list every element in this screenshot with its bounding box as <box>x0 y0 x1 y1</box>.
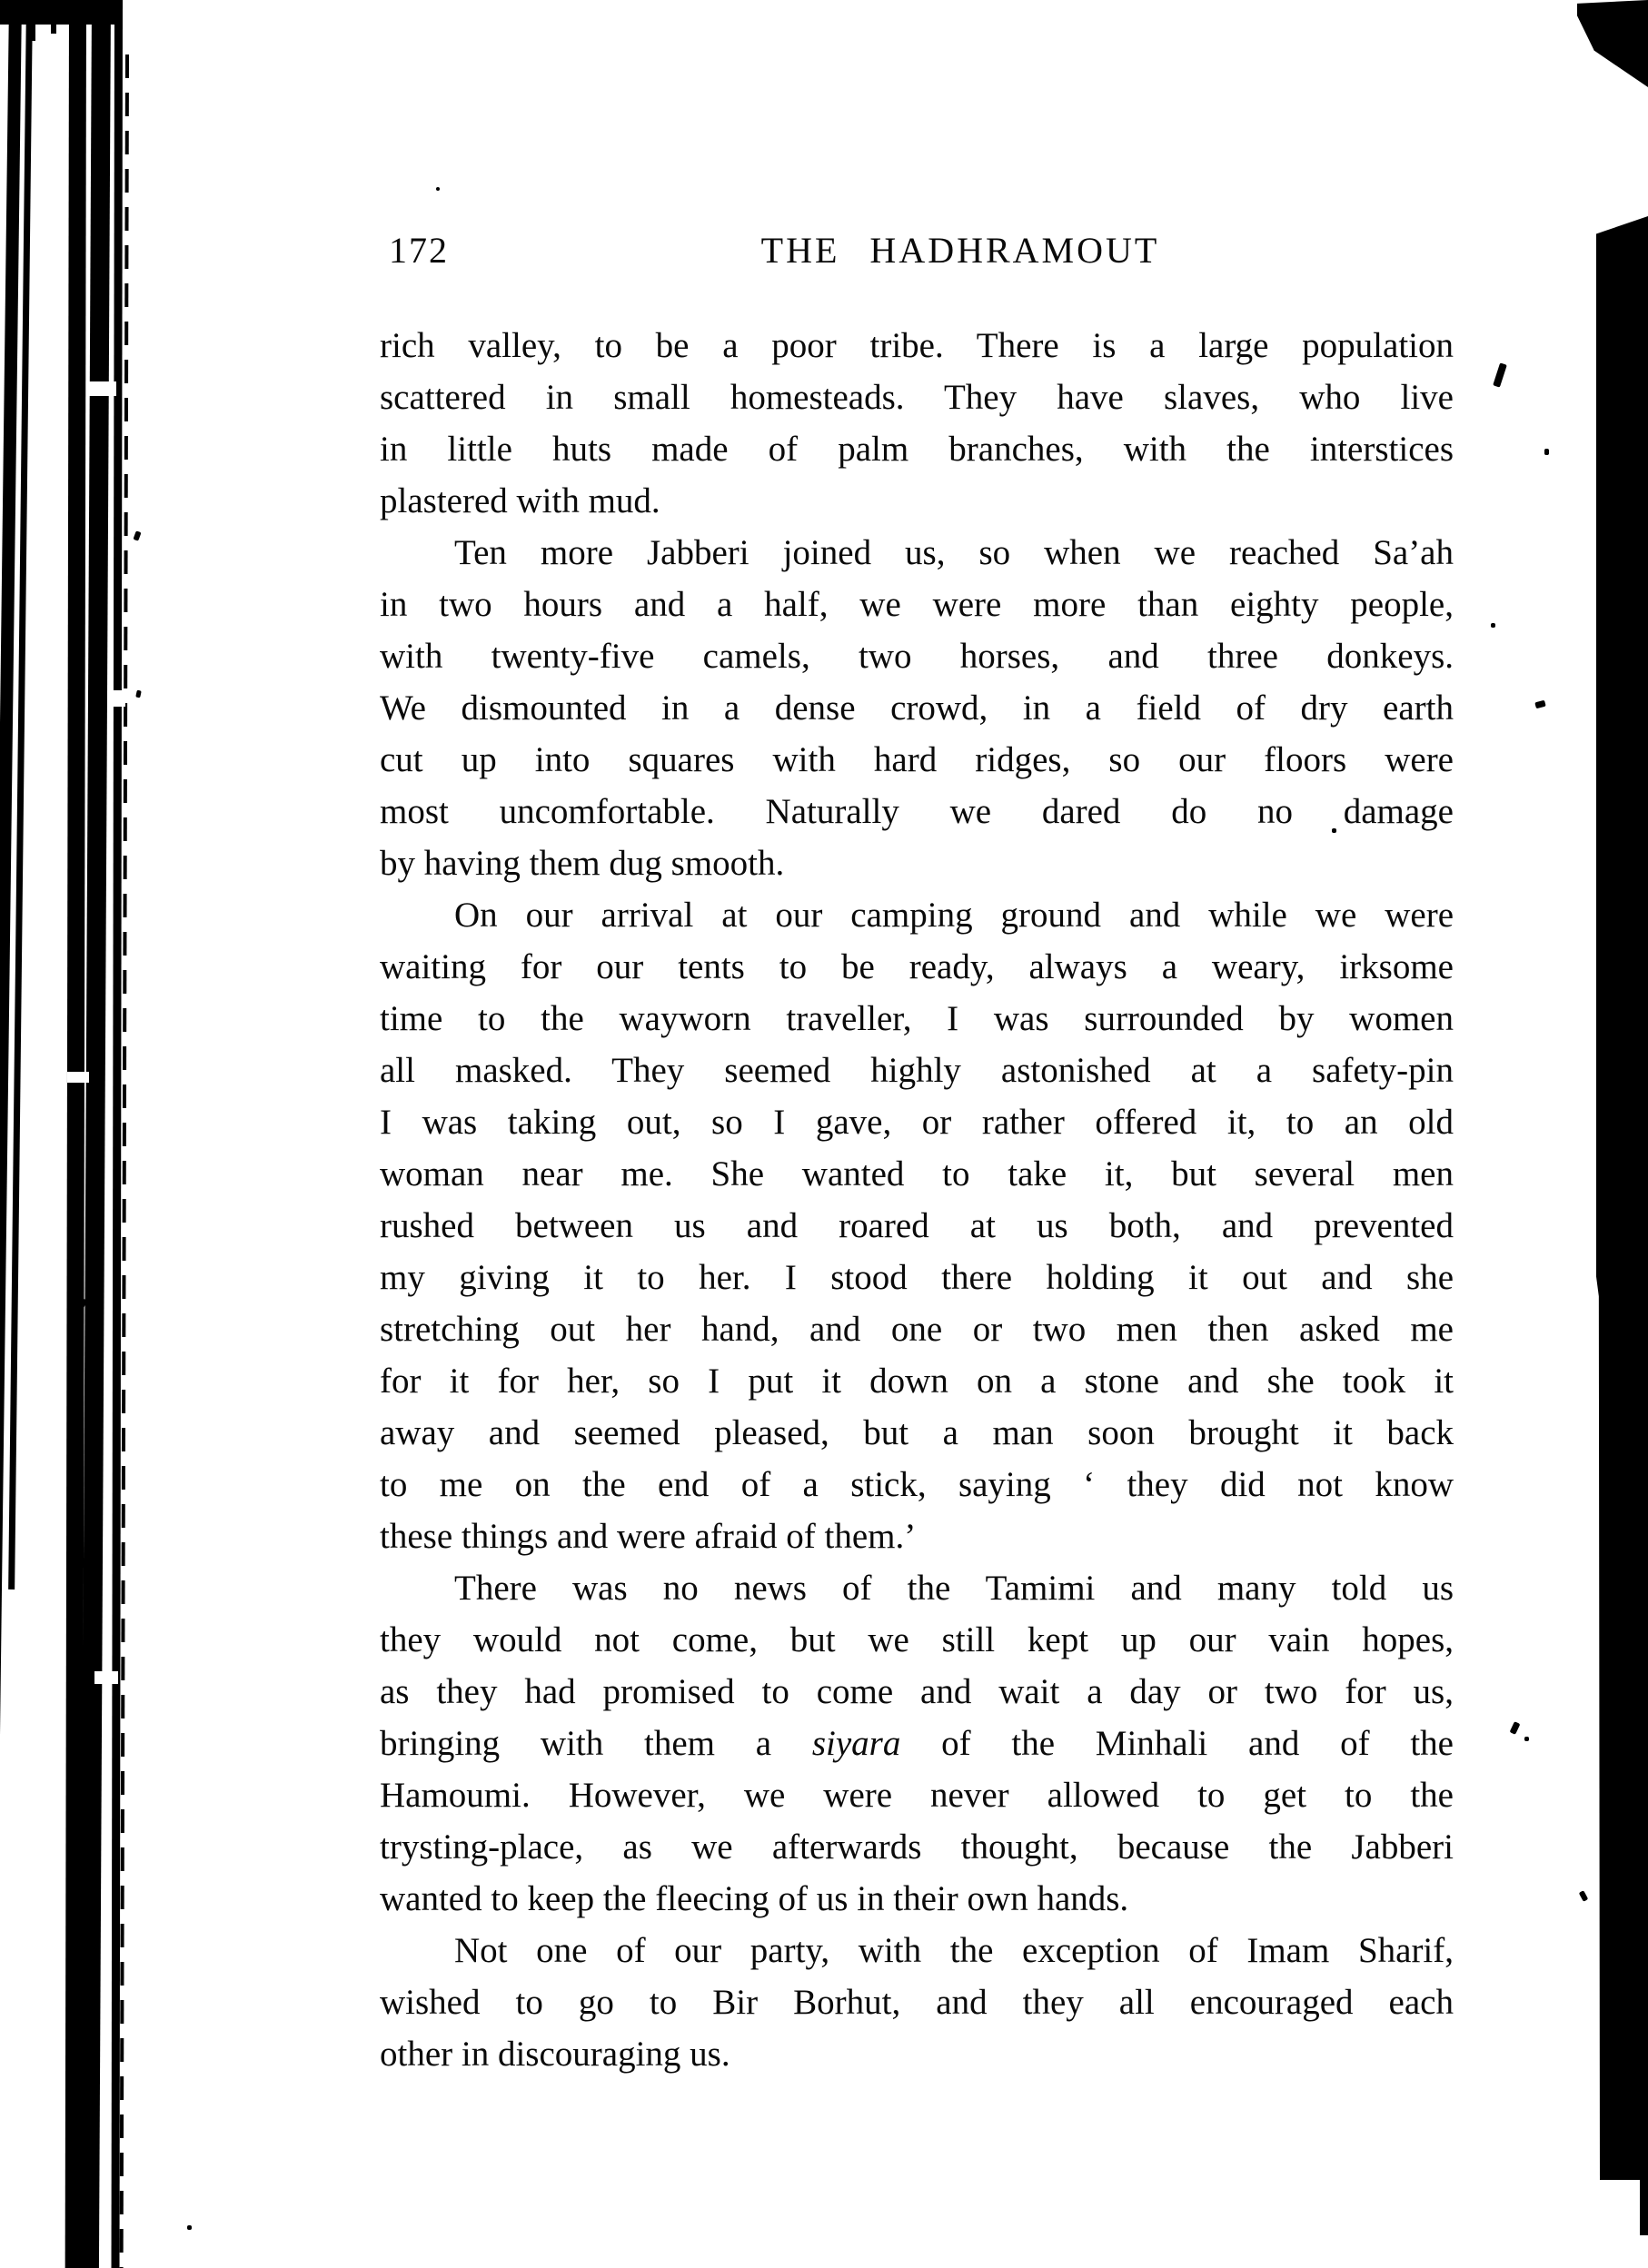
scan-speck <box>1579 1890 1588 1902</box>
line-text: cut up into squares with hard ridges, so our floors were <box>380 740 1454 779</box>
scan-speck <box>1544 449 1549 455</box>
scan-gap <box>113 690 125 707</box>
line-text: with twenty-five camels, two horses, and three donkeys. <box>380 637 1454 676</box>
line-text: bringing with them a <box>380 1724 812 1763</box>
scan-band-right <box>1596 216 1648 2180</box>
scan-drip <box>11 25 16 32</box>
text-line <box>380 1096 1454 1148</box>
scan-drip <box>51 25 56 34</box>
line-text: to me on the end of a stick, saying ‘ they did not know <box>380 1465 1454 1504</box>
text-line <box>380 1666 1454 1718</box>
scan-gap <box>89 381 116 396</box>
line-text: woman near me. She wanted to take it, but several men <box>380 1154 1454 1193</box>
scan-wedge-top-right <box>1577 0 1648 87</box>
text-line <box>380 734 1454 786</box>
line-text: wanted to keep the fleecing of us in their own hands. <box>380 1879 1129 1918</box>
line-text: time to the wayworn traveller, I was surrounded by women <box>380 999 1454 1038</box>
text-line <box>380 1355 1454 1407</box>
text-line <box>380 1200 1454 1252</box>
line-text: On our arrival at our camping ground and while we were <box>454 896 1454 935</box>
paragraph-1 <box>380 320 1454 527</box>
line-text: wished to go to Bir Borhut, and they all encouraged each <box>380 1983 1454 2022</box>
line-text: Not one of our party, with the exception of Imam Sharif, <box>454 1931 1454 1970</box>
text-line <box>380 837 1454 889</box>
line-text: other in discouraging us. <box>380 2035 730 2074</box>
text-line <box>380 1148 1454 1200</box>
text-line <box>380 1925 1454 1976</box>
scan-gap <box>94 1671 118 1684</box>
line-text: I was taking out, so I gave, or rather offered it, to an old <box>380 1103 1454 1142</box>
scan-mark-bottom-right <box>1640 2175 1648 2235</box>
scan-speck <box>436 187 440 191</box>
text-line <box>380 682 1454 734</box>
text-line <box>380 371 1454 423</box>
line-text: by having them dug smooth. <box>380 844 785 883</box>
line-text: away and seemed pleased, but a man soon brought it back <box>380 1413 1454 1452</box>
text-line <box>380 579 1454 630</box>
line-text: most uncomfortable. Naturally we dared do no damage <box>380 792 1454 831</box>
text-line <box>380 527 1454 579</box>
line-text: all masked. They seemed highly astonished at a safety-pin <box>380 1051 1454 1090</box>
paragraph-3 <box>380 889 1454 1562</box>
line-text: rushed between us and roared at us both, and prevented <box>380 1206 1454 1245</box>
line-text: these things and were afraid of them.’ <box>380 1517 917 1556</box>
line-text: rich valley, to be a poor tribe. There is a large population <box>380 326 1454 365</box>
text-line <box>380 2028 1454 2080</box>
running-title: THE HADHRAMOUT <box>760 230 1160 271</box>
scan-speck <box>1510 1721 1521 1735</box>
scan-blob-top-left <box>0 0 118 25</box>
scan-drip <box>27 25 35 41</box>
paragraph-2 <box>380 527 1454 889</box>
line-text: my giving it to her. I stood there holding it out and she <box>380 1258 1454 1297</box>
line-text: of the Minhali and of the <box>900 1724 1454 1763</box>
text-line <box>380 1718 1454 1769</box>
page-header <box>380 229 1454 269</box>
line-text: in little huts made of palm branches, with the interstices <box>380 430 1454 469</box>
scan-speck <box>133 530 141 540</box>
line-text: trysting-place, as we afterwards thought, because the Jabberi <box>380 1827 1454 1867</box>
text-line <box>380 1769 1454 1821</box>
line-text: stretching out her hand, and one or two men then asked me <box>380 1310 1454 1349</box>
text-line <box>380 1407 1454 1459</box>
line-text: Hamoumi. However, we were never allowed to get to the <box>380 1776 1454 1815</box>
line-text: There was no news of the Tamimi and many told us <box>454 1569 1454 1608</box>
text-line <box>380 786 1454 837</box>
line-text: We dismounted in a dense crowd, in a field of dry earth <box>380 688 1454 728</box>
page-number: 172 <box>389 230 449 271</box>
text-line <box>380 630 1454 682</box>
line-text: scattered in small homesteads. They have slaves, who live <box>380 378 1454 417</box>
scan-speck <box>1491 623 1495 628</box>
scan-speck <box>135 690 142 698</box>
text-line <box>380 1976 1454 2028</box>
text-line <box>380 320 1454 371</box>
text-line <box>380 1510 1454 1562</box>
text-line <box>380 1252 1454 1303</box>
line-text: as they had promised to come and wait a day or two for us, <box>380 1672 1454 1711</box>
scan-gap <box>67 1072 89 1083</box>
text-line <box>380 1821 1454 1873</box>
paragraph-4 <box>380 1562 1454 1925</box>
scan-speck <box>1534 700 1545 709</box>
line-text: plastered with mud. <box>380 481 660 520</box>
text-line <box>380 941 1454 993</box>
italic-term: siyara <box>811 1724 901 1763</box>
text-line <box>380 1614 1454 1666</box>
line-text: in two hours and a half, we were more than eighty people, <box>380 585 1454 624</box>
text-line <box>380 475 1454 527</box>
text-line <box>380 1045 1454 1096</box>
line-text: waiting for our tents to be ready, always a weary, irksome <box>380 947 1454 986</box>
line-text: Ten more Jabberi joined us, so when we reached Sa’ah <box>454 533 1454 572</box>
text-body <box>380 320 1454 2080</box>
text-line <box>380 1873 1454 1925</box>
text-line <box>380 1303 1454 1355</box>
text-line <box>380 1562 1454 1614</box>
scan-speck <box>187 2225 192 2230</box>
text-line <box>380 889 1454 941</box>
line-text: for it for her, so I put it down on a stone and she took it <box>380 1362 1454 1401</box>
scan-speck <box>1493 362 1507 387</box>
scan-speck <box>1524 1737 1529 1741</box>
paragraph-5 <box>380 1925 1454 2080</box>
line-text: they would not come, but we still kept up our vain hopes, <box>380 1620 1454 1659</box>
text-line <box>380 1459 1454 1510</box>
text-line <box>380 423 1454 475</box>
text-line <box>380 993 1454 1045</box>
